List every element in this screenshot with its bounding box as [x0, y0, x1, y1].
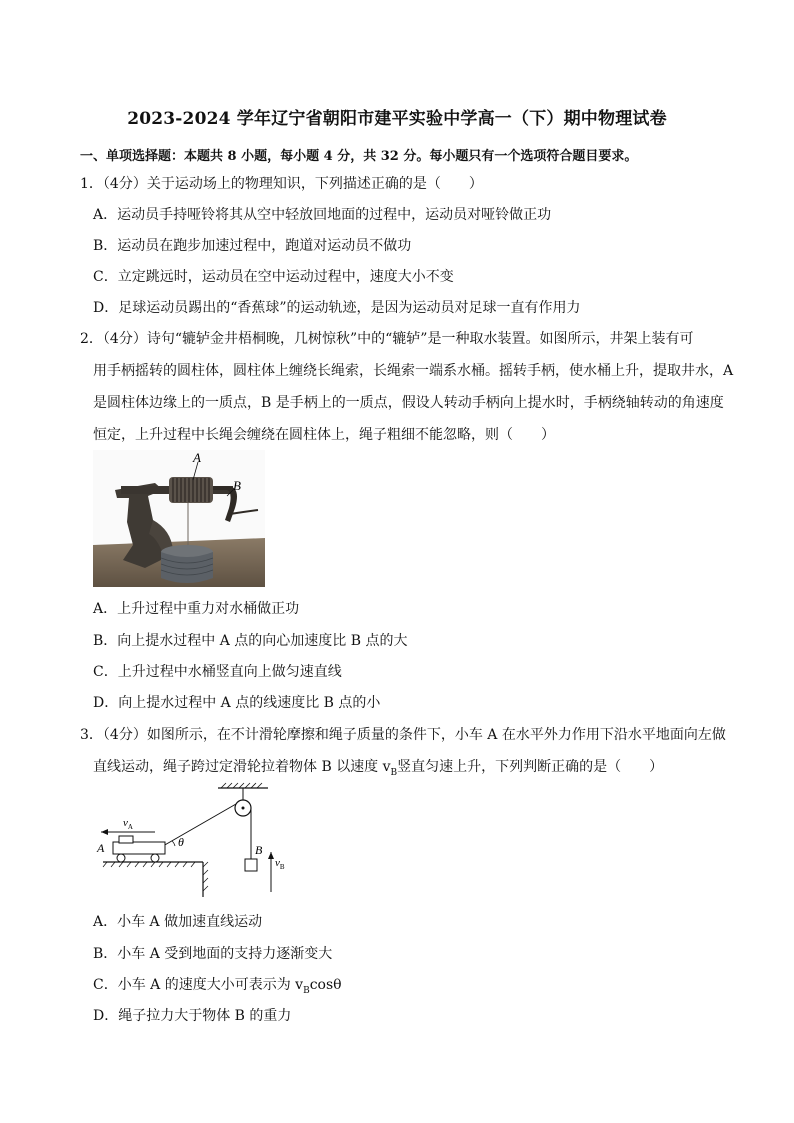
label-a: A — [193, 450, 201, 465]
pulley-figure — [93, 782, 293, 900]
q3-stem-line-1: 3．（4分）如图所示，在不计滑轮摩擦和绳子质量的条件下，小车 A 在水平外力作用下沿水平地面向左做 — [80, 727, 726, 743]
windlass-figure — [93, 450, 265, 587]
label-b: B — [255, 843, 263, 857]
q3-stem-line-2: 直线运动，绳子跨过定滑轮拉着物体 B 以速度 $v_B$竖直匀速上升，下列判断正确的是（ ） — [93, 759, 664, 778]
block-b — [245, 859, 257, 871]
q2-option-b: B．向上提水过程中 A 点的向心加速度比 B 点的大 — [93, 633, 408, 649]
q2-stem-line-2: 用手柄摇转的圆柱体，圆柱体上缠绕长绳索，长绳索一端系水桶。摇转手柄，使水桶上升，提取井水，A — [93, 363, 734, 379]
q2-stem-line-3: 是圆柱体边缘上的一质点，B 是手柄上的一质点，假设人转动手柄向上提水时，手柄绕轴转动的角速度 — [93, 395, 724, 411]
page-title: 2023-2024 学年辽宁省朝阳市建平实验中学高一（下）期中物理试卷 — [127, 109, 667, 129]
car-a-body — [113, 842, 165, 854]
q2-stem-line-4: 恒定，上升过程中长绳会缠绕在圆柱体上，绳子粗细不能忽略，则（ ） — [93, 427, 555, 443]
q1-option-b: B．运动员在跑步加速过程中，跑道对运动员不做功 — [93, 238, 412, 254]
label-va: $v_A$ — [123, 817, 133, 831]
car-a-wheel-left — [117, 854, 125, 862]
q2-option-c: C．上升过程中水桶竖直向上做匀速直线 — [93, 664, 342, 680]
q3-option-a: A．小车 A 做加速直线运动 — [93, 914, 263, 930]
q3-option-c: C．小车 A 的速度大小可表示为 $v_B\cos\theta$ — [93, 977, 342, 996]
label-b: B — [233, 478, 241, 493]
car-a-wheel-right — [151, 854, 159, 862]
label-vb: $v_B$ — [275, 857, 285, 871]
q1-option-c: C．立定跳远时，运动员在空中运动过程中，速度大小不变 — [93, 269, 454, 285]
q2-option-a: A．上升过程中重力对水桶做正功 — [93, 601, 300, 617]
q3-option-d: D．绳子拉力大于物体 B 的重力 — [93, 1008, 292, 1024]
q2-stem-line-1: 2．（4分）诗句“辘轳金井梧桐晚，几树惊秋”中的“辘轳”是一种取水装置。如图所示，井架上装有可 — [80, 331, 694, 347]
q2-option-d: D．向上提水过程中 A 点的线速度比 B 点的小 — [93, 695, 381, 711]
windlass-cylinder — [169, 477, 213, 503]
section-heading: 一、单项选择题：本题共 8 小题，每小题 4 分，共 32 分。每小题只有一个选项符合题目要求。 — [80, 149, 638, 164]
label-theta: θ — [178, 835, 184, 849]
q1-stem: 1．（4分）关于运动场上的物理知识，下列描述正确的是（ ） — [80, 176, 483, 192]
q1-option-a: A．运动员手持哑铃将其从空中轻放回地面的过程中，运动员对哑铃做正功 — [93, 207, 552, 223]
q1-option-d: D．足球运动员踢出的“香蕉球”的运动轨迹，是因为运动员对足球一直有作用力 — [93, 300, 581, 316]
label-a: A — [97, 841, 105, 855]
rope-to-car — [163, 804, 236, 846]
car-a-cabin — [119, 836, 133, 843]
q3-option-b: B．小车 A 受到地面的支持力逐渐变大 — [93, 946, 333, 962]
